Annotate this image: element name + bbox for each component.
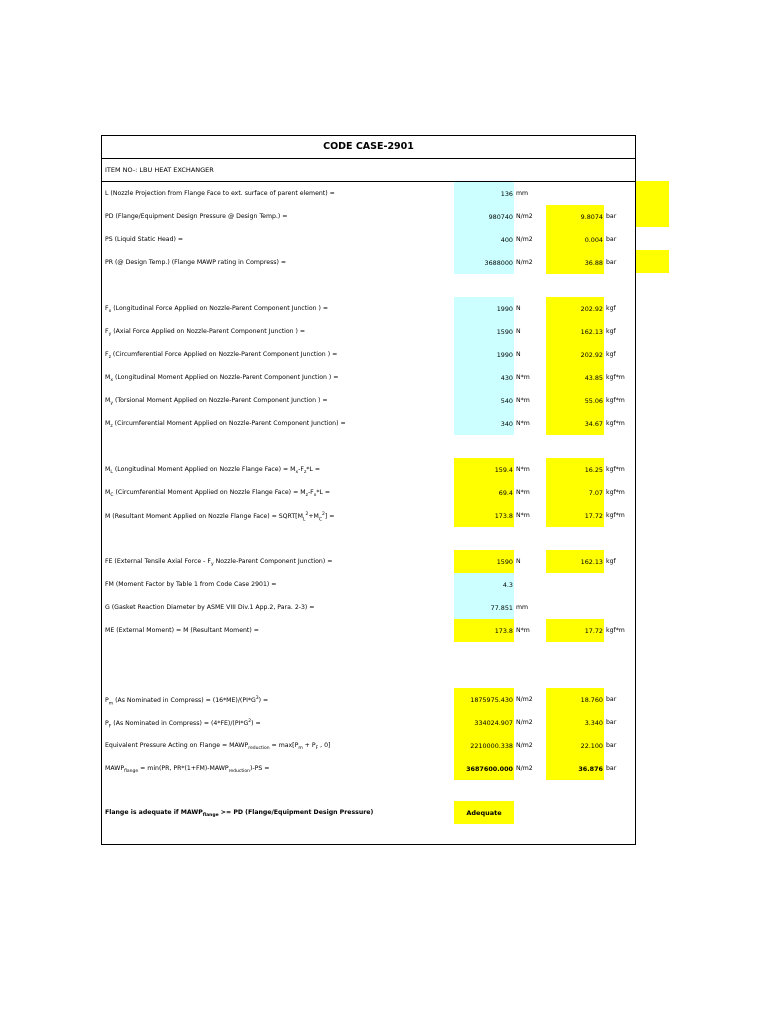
- table-row: [102, 757, 635, 780]
- table-row: [102, 596, 635, 619]
- unit-si: N: [516, 305, 521, 312]
- value-converted: 43.85: [584, 374, 603, 382]
- value-cell: [454, 343, 514, 366]
- table-row: [102, 688, 635, 711]
- converted-value-cell: [546, 619, 604, 642]
- converted-value-cell: [546, 320, 604, 343]
- row-label: ME (External Moment) = M (Resultant Moment) =: [105, 627, 259, 634]
- converted-value-cell: [546, 366, 604, 389]
- row-label: FE (External Tensile Axial Force - $F_y$ Nozzle-Parent Component Junction) =: [105, 558, 333, 568]
- table-row: [102, 573, 635, 596]
- value-si: 173.8: [494, 512, 513, 520]
- table-row: [102, 251, 635, 274]
- unit-converted: kgf*m: [606, 512, 625, 519]
- unit-si: mm: [516, 604, 529, 611]
- value-si: 136: [500, 190, 513, 198]
- unit-si: N*m: [516, 489, 530, 496]
- unit-si: N: [516, 558, 521, 565]
- row-label: FM (Moment Factor by Table 1 from Code Case 2901) =: [105, 581, 277, 588]
- conclusion-row: [102, 801, 635, 824]
- value-si: 3687600.000: [466, 765, 513, 773]
- converted-value-cell: [546, 228, 604, 251]
- value-converted: 7.07: [588, 489, 603, 497]
- unit-converted: kgf: [606, 558, 616, 565]
- value-cell: [454, 573, 514, 596]
- value-converted: 0.004: [584, 236, 603, 244]
- value-converted: 9.8074: [580, 213, 603, 221]
- row-label: $F_y$ (Axial Force Applied on Nozzle-Parent Component Junction ) =: [105, 328, 306, 338]
- value-converted: 162.13: [580, 558, 603, 566]
- value-cell: [454, 320, 514, 343]
- unit-converted: kgf: [606, 328, 616, 335]
- value-converted: 34.67: [584, 420, 603, 428]
- unit-si: N*m: [516, 374, 530, 381]
- converted-value-cell: [546, 688, 604, 711]
- row-label: $F_z$ (Circumferential Force Applied on Nozzle-Parent Component Junction ) =: [105, 351, 338, 361]
- value-converted: 202.92: [580, 351, 603, 359]
- converted-value-cell: [546, 458, 604, 481]
- row-label: $MAWP_{flange} = \min(PR$, $PR*(1+FM)-MAWP_{reduction})-PS$ =: [105, 765, 270, 775]
- value-cell: [454, 596, 514, 619]
- unit-converted: kgf: [606, 351, 616, 358]
- value-cell: [454, 458, 514, 481]
- table-row: [102, 343, 635, 366]
- table-row: [102, 481, 635, 504]
- table-row: [102, 504, 635, 527]
- unit-si: N/m2: [516, 742, 533, 749]
- table-row: [102, 458, 635, 481]
- unit-converted: bar: [606, 213, 617, 220]
- unit-converted: kgf*m: [606, 627, 625, 634]
- table-row: [102, 550, 635, 573]
- row-label: $M_z$ (Circumferential Moment Applied on Nozzle-Parent Component Junction) =: [105, 420, 346, 430]
- unit-si: N/m2: [516, 765, 533, 772]
- value-si: 173.8: [494, 627, 513, 635]
- value-converted: 202.92: [580, 305, 603, 313]
- value-si: 1990: [496, 305, 513, 313]
- value-si: 1875975.430: [470, 696, 513, 704]
- value-si: 1990: [496, 351, 513, 359]
- unit-converted: kgf*m: [606, 374, 625, 381]
- value-si: 400: [500, 236, 513, 244]
- unit-converted: bar: [606, 259, 617, 266]
- converted-value-cell: [546, 757, 604, 780]
- converted-value-cell: [546, 343, 604, 366]
- value-cell: [454, 412, 514, 435]
- unit-converted: bar: [606, 696, 617, 703]
- row-label: PR (@ Design Temp.) (Flange MAWP rating in Compress) =: [105, 259, 287, 266]
- sheet-title: CODE CASE-2901: [323, 141, 414, 152]
- unit-converted: kgf: [606, 305, 616, 312]
- converted-value-cell: [546, 251, 604, 274]
- value-si: 159.4: [494, 466, 513, 474]
- table-row: [102, 711, 635, 734]
- row-label: $P_F$ (As Nominated in Compress) = $(4*FE)/(PI*G^2)$ =: [105, 719, 261, 730]
- row-label: L (Nozzle Projection from Flange Face to ext. surface of parent element) =: [105, 190, 335, 197]
- value-converted: 17.72: [584, 512, 603, 520]
- value-cell: [454, 389, 514, 412]
- table-row: [102, 182, 635, 205]
- row-label: G (Gasket Reaction Diameter by ASME VIII Div.1 App.2, Para. 2-3) =: [105, 604, 315, 611]
- row-label: $M_C$ (Circumferential Moment Applied on Nozzle Flange Face) = $M_z-F_x*L$ =: [105, 489, 331, 499]
- value-cell: [454, 550, 514, 573]
- divider: [102, 158, 635, 159]
- value-converted: 17.72: [584, 627, 603, 635]
- row-label: $P_m$ (As Nominated in Compress) = $(16*ME)/(PI*G^3)$ =: [105, 696, 269, 707]
- value-si: 540: [500, 397, 513, 405]
- unit-converted: bar: [606, 765, 617, 772]
- unit-si: N*m: [516, 420, 530, 427]
- row-label: PD (Flange/Equipment Design Pressure @ Design Temp.) =: [105, 213, 288, 220]
- unit-si: N/m2: [516, 213, 533, 220]
- unit-si: N/m2: [516, 719, 533, 726]
- value-cell: [454, 711, 514, 734]
- value-cell: [454, 504, 514, 527]
- value-cell: [454, 757, 514, 780]
- table-row: [102, 366, 635, 389]
- value-si: 340: [500, 420, 513, 428]
- converted-value-cell: [546, 734, 604, 757]
- row-label: $M_y$ (Torsional Moment Applied on Nozzle-Parent Component Junction ) =: [105, 397, 328, 407]
- unit-si: N: [516, 351, 521, 358]
- table-row: [102, 297, 635, 320]
- row-label: $M_x$ (Longitudinal Moment Applied on Nozzle-Parent Component Junction ) =: [105, 374, 339, 384]
- value-si: 77.851: [490, 604, 513, 612]
- converted-value-cell: [546, 297, 604, 320]
- value-cell: [454, 366, 514, 389]
- table-row: [102, 734, 635, 757]
- value-si: 69.4: [498, 489, 513, 497]
- converted-value-cell: [546, 550, 604, 573]
- unit-si: N*m: [516, 512, 530, 519]
- value-converted: 3.340: [584, 719, 603, 727]
- value-cell: [454, 688, 514, 711]
- value-converted: 36.876: [578, 765, 603, 773]
- unit-si: N/m2: [516, 259, 533, 266]
- unit-converted: kgf*m: [606, 489, 625, 496]
- table-row: [102, 228, 635, 251]
- row-label: $F_x$ (Longitudinal Force Applied on Nozzle-Parent Component Junction ) =: [105, 305, 329, 315]
- calculation-sheet: [101, 135, 636, 845]
- adequacy-result: Adequate: [466, 809, 502, 817]
- converted-value-cell: [546, 412, 604, 435]
- value-cell: [454, 251, 514, 274]
- unit-si: N*m: [516, 397, 530, 404]
- row-label: M (Resultant Moment Applied on Nozzle Flange Face) = $SQRT[M_L^2+M_C^2]$ =: [105, 512, 335, 523]
- value-si: 3688000: [484, 259, 513, 267]
- unit-converted: kgf*m: [606, 420, 625, 427]
- value-si: 1590: [496, 328, 513, 336]
- value-cell: [454, 205, 514, 228]
- value-si: 2210000.338: [470, 742, 513, 750]
- unit-si: N*m: [516, 466, 530, 473]
- value-converted: 22.100: [580, 742, 603, 750]
- value-si: 1590: [496, 558, 513, 566]
- value-cell: [454, 182, 514, 205]
- row-label: PS (Liquid Static Head) =: [105, 236, 184, 243]
- highlight-cell: [636, 181, 669, 227]
- value-converted: 55.06: [584, 397, 603, 405]
- value-cell: [454, 481, 514, 504]
- converted-value-cell: [546, 389, 604, 412]
- table-row: [102, 619, 635, 642]
- table-row: [102, 389, 635, 412]
- unit-si: mm: [516, 190, 529, 197]
- value-converted: 162.13: [580, 328, 603, 336]
- value-converted: 18.760: [580, 696, 603, 704]
- row-label: Equivalent Pressure Acting on Flange = $MAWP_{reduction} = \max[P_m + P_F$ , 0]: [105, 742, 331, 752]
- unit-si: N*m: [516, 627, 530, 634]
- unit-converted: bar: [606, 719, 617, 726]
- unit-si: N/m2: [516, 236, 533, 243]
- value-si: 980740: [488, 213, 513, 221]
- unit-si: N/m2: [516, 696, 533, 703]
- table-row: [102, 320, 635, 343]
- value-cell: [454, 228, 514, 251]
- row-label: $M_L$ (Longitudinal Moment Applied on Nozzle Flange Face) = $M_x-F_z*L$ =: [105, 466, 321, 476]
- converted-value-cell: [546, 504, 604, 527]
- value-si: 334024.907: [474, 719, 513, 727]
- unit-si: N: [516, 328, 521, 335]
- item-number: ITEM NO-: LBU HEAT EXCHANGER: [105, 166, 214, 174]
- value-converted: 16.25: [584, 466, 603, 474]
- value-cell: [454, 619, 514, 642]
- value-cell: [454, 734, 514, 757]
- value-converted: 36.88: [584, 259, 603, 267]
- value-cell: [454, 297, 514, 320]
- unit-converted: kgf*m: [606, 397, 625, 404]
- highlight-cell: [636, 250, 669, 273]
- converted-value-cell: [546, 205, 604, 228]
- table-row: [102, 412, 635, 435]
- unit-converted: kgf*m: [606, 466, 625, 473]
- converted-value-cell: [546, 481, 604, 504]
- value-si: 4.3: [502, 581, 513, 589]
- value-si: 430: [500, 374, 513, 382]
- unit-converted: bar: [606, 742, 617, 749]
- converted-value-cell: [546, 711, 604, 734]
- table-row: [102, 205, 635, 228]
- conclusion-label: Flange is adequate if $MAWP_{flange}$ >= PD (Flange/Equipment Design Pressure): [105, 809, 374, 819]
- adequacy-result-cell: [454, 801, 514, 824]
- unit-converted: bar: [606, 236, 617, 243]
